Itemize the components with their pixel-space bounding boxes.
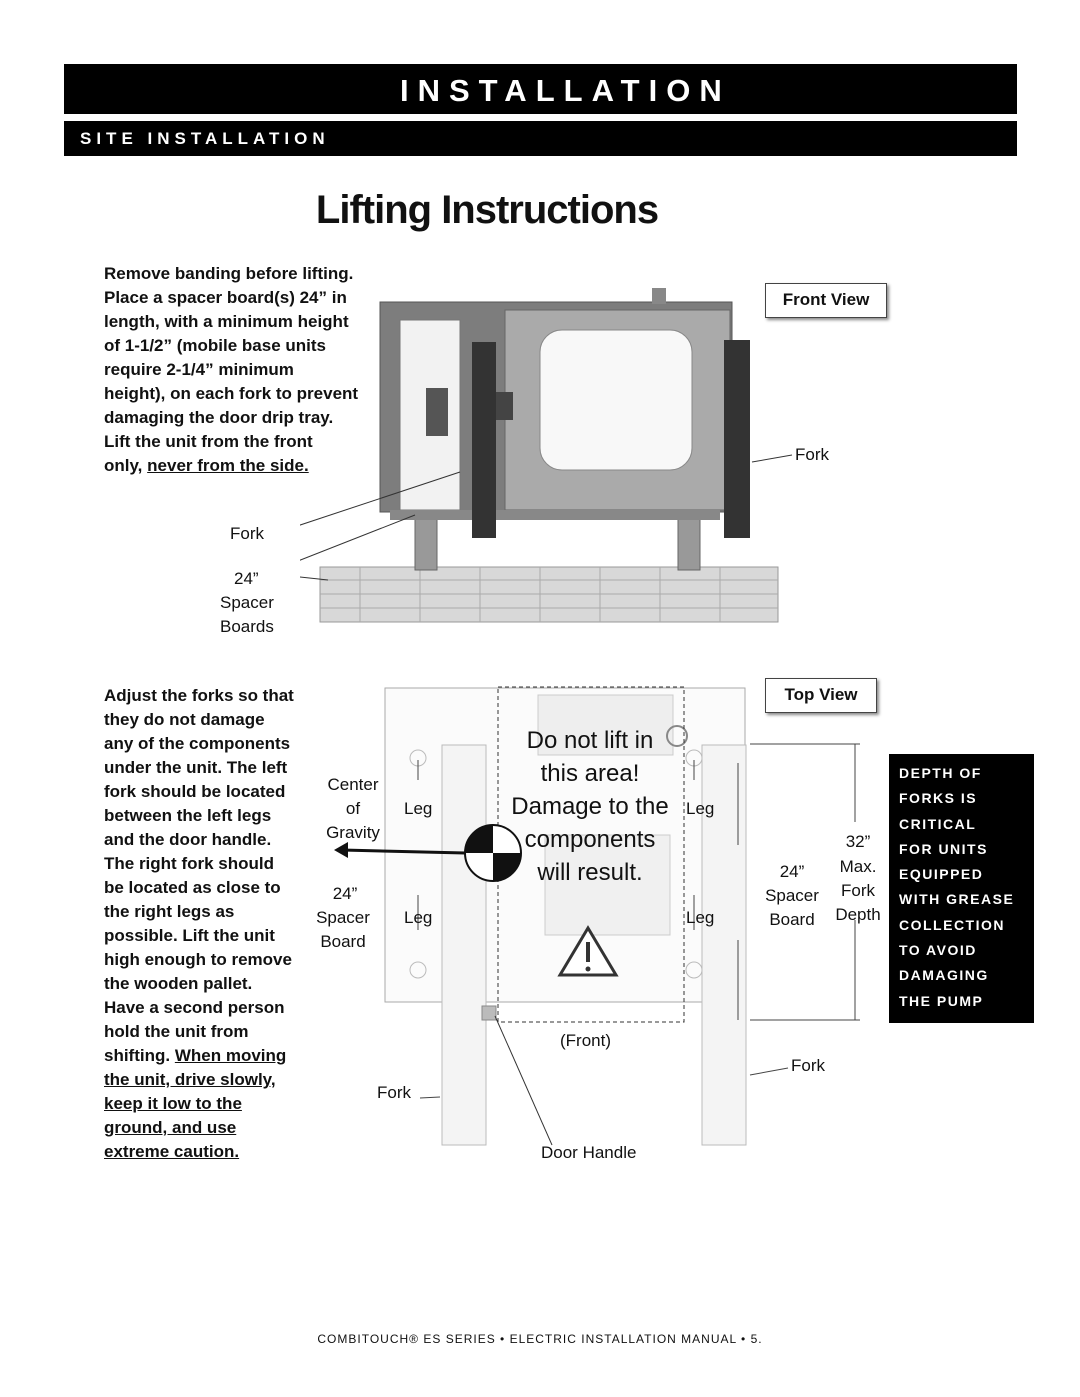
fork-label-top-left: Fork xyxy=(377,1083,411,1102)
leg-label-top-right: Leg xyxy=(686,799,715,818)
page-title: Lifting Instructions xyxy=(315,188,659,232)
oven-window xyxy=(540,330,692,470)
leg-label-top-left: Leg xyxy=(404,799,433,818)
max-label: Max. xyxy=(839,857,877,876)
top-view-label: Top View xyxy=(765,678,877,713)
center-label: Center xyxy=(327,775,379,794)
depth-32-label: 32” xyxy=(845,832,871,851)
fork-left xyxy=(472,342,496,538)
spacer-size-label: 24” xyxy=(234,569,259,588)
door-handle-label: Door Handle xyxy=(541,1143,637,1162)
subsection-header-bar xyxy=(64,121,1017,156)
fork-word-label: Fork xyxy=(841,881,875,900)
front-view-illustration xyxy=(300,280,800,640)
do-not-lift-warning: Do not lift in this area! Damage to the components will result. xyxy=(511,727,669,886)
section-title: INSTALLATION xyxy=(400,73,731,108)
leg-label-bottom-left: Leg xyxy=(404,908,433,927)
depth-label: Depth xyxy=(835,905,881,924)
fork-right xyxy=(724,340,750,538)
drip-tray xyxy=(390,510,720,520)
spacer-size-top-right: 24” xyxy=(779,862,805,881)
boards-label: Boards xyxy=(220,617,274,636)
leg-label-bottom-right: Leg xyxy=(686,908,715,927)
control-screen xyxy=(426,388,448,436)
door-handle xyxy=(495,392,513,420)
page-footer: COMBITOUCH® ES SERIES • ELECTRIC INSTALLATION MANUAL • 5. xyxy=(317,1332,763,1346)
subsection-title: SITE INSTALLATION xyxy=(80,129,330,148)
door-handle-top xyxy=(482,1006,496,1020)
top-fork-left xyxy=(442,745,486,1145)
fork-depth-warning-box: DEPTH OF FORKS IS CRITICAL FOR UNITS EQUIPPED WITH GREASE COLLECTION TO AVOID DAMAGING THE PUMP xyxy=(889,754,1034,1023)
gravity-label: Gravity xyxy=(326,823,380,842)
of-label: of xyxy=(345,799,361,818)
section-header-bar xyxy=(64,64,1017,114)
vent-cap xyxy=(652,288,666,304)
front-view-label: Front View xyxy=(765,283,887,318)
spacer-label-top-left: Spacer xyxy=(316,908,370,927)
fork-label-top-right: Fork xyxy=(791,1056,825,1075)
spacer-size-top-left: 24” xyxy=(332,884,358,903)
fork-label-left: Fork xyxy=(230,524,264,543)
fork-label-right: Fork xyxy=(795,445,829,464)
top-instructions: Adjust the forks so that they do not damage any of the components under the unit. The left fork should be located between the left legs and the door handle. The right fork should be located as close to the right legs as possible. Lift the unit high enough to remove the wooden pallet. Have a second person hold the unit from shifting. When moving the unit, drive slowly, keep it low to the ground, and use extreme caution. xyxy=(104,686,294,1161)
spacer-label-top-right: Spacer xyxy=(765,886,819,905)
spacer-label: Spacer xyxy=(220,593,274,612)
front-label: (Front) xyxy=(560,1031,611,1050)
board-label-top-left: Board xyxy=(320,932,366,951)
front-instructions: Remove banding before lifting. Place a spacer board(s) 24” in length, with a minimum height of 1-1/2” (mobile base units require 2-1/4” minimum height), on each fork to prevent damaging the door drip tray. Lift the unit from the front only, never from the side. xyxy=(104,264,359,475)
board-label-top-right: Board xyxy=(769,910,815,929)
